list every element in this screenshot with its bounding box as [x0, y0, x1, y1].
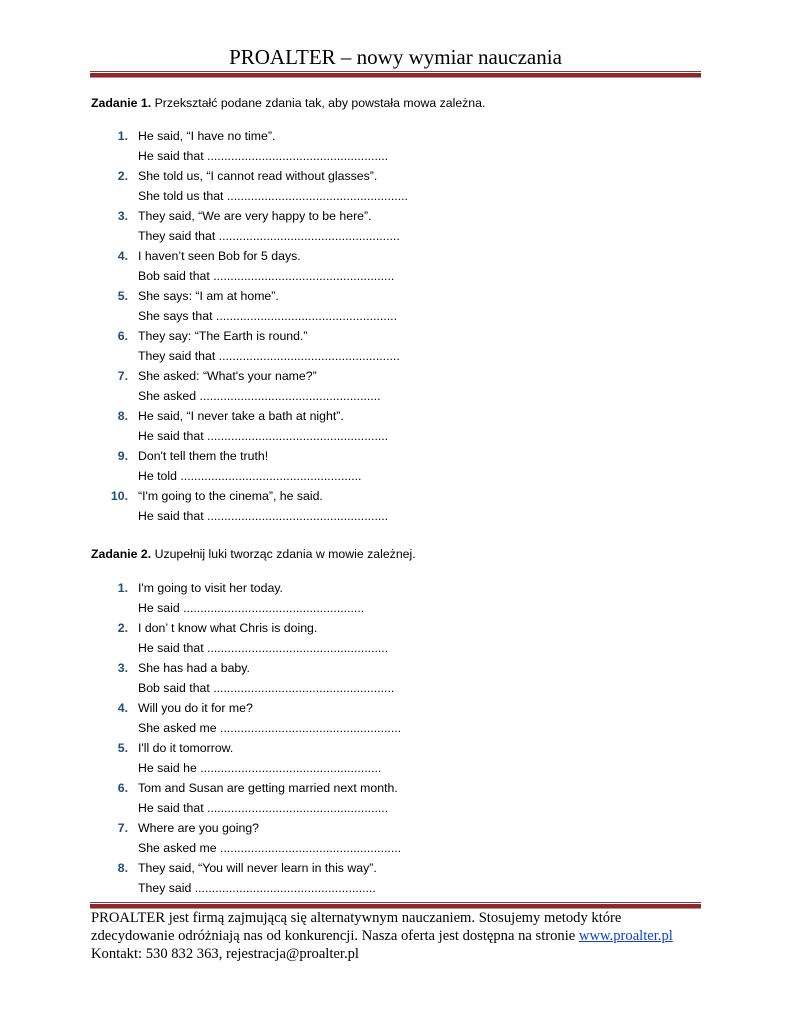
item-answer-line[interactable]: She asked ..................................................... [138, 389, 381, 403]
item-sentence: Don't tell them the truth! [138, 449, 269, 463]
item-number: 6. [117, 781, 128, 795]
item-answer-line[interactable]: She asked me ..................................................... [138, 721, 402, 735]
item-number: 3. [117, 209, 128, 223]
task2-label: Zadanie 2. [91, 547, 152, 561]
item-sentence: I don’ t know what Chris is doing. [138, 621, 318, 635]
list-item [0, 660, 791, 700]
item-answer-line[interactable]: He said that ..................................................... [138, 641, 389, 655]
list-item [0, 168, 791, 208]
item-answer-line[interactable]: He said that ..................................................... [138, 149, 389, 163]
item-answer-line[interactable]: She asked me ..................................................... [138, 841, 402, 855]
item-answer-line[interactable]: She says that ..................................................... [138, 309, 397, 323]
item-sentence: He said, “I have no time”. [138, 129, 276, 143]
item-answer-line[interactable]: He said ..................................................... [138, 601, 365, 615]
list-item [0, 860, 791, 900]
list-item [0, 248, 791, 288]
item-number: 5. [117, 289, 128, 303]
item-number: 1. [117, 129, 128, 143]
item-sentence: Will you do it for me? [138, 701, 253, 715]
footer-line-2-text: zdecydowanie odróżniają nas od konkurencji. Nasza oferta jest dostępna na stronie [91, 928, 576, 944]
item-number: 1. [117, 581, 128, 595]
list-item [0, 488, 791, 528]
item-sentence: She says: “I am at home”. [138, 289, 279, 303]
item-number: 3. [117, 661, 128, 675]
item-answer-line[interactable]: They said that ..................................................... [138, 229, 400, 243]
footer-line-2 [91, 927, 711, 945]
footer-contact: Kontakt: 530 832 363, rejestracja@proalter.pl [91, 946, 359, 962]
item-number: 7. [117, 369, 128, 383]
footer-line-1: PROALTER jest firmą zajmującą się alternatywnym nauczaniem. Stosujemy metody które [91, 910, 622, 926]
list-item [0, 128, 791, 168]
item-number: 5. [117, 741, 128, 755]
task1-label: Zadanie 1. [91, 96, 152, 110]
header-rule [90, 71, 701, 78]
list-item [0, 820, 791, 860]
item-sentence: “I'm going to the cinema”, he said. [138, 489, 323, 503]
item-sentence: He said, “I never take a bath at night”. [138, 409, 344, 423]
item-answer-line[interactable]: He said that ..................................................... [138, 801, 389, 815]
task2-instruction: Uzupełnij luki tworząc zdania w mowie zależnej. [154, 547, 416, 561]
task1-instruction: Przekształć podane zdania tak, aby powstała mowa zależna. [154, 96, 486, 110]
item-answer-line[interactable]: They said ..................................................... [138, 881, 376, 895]
item-answer-line[interactable]: He said that ..................................................... [138, 509, 389, 523]
item-sentence: I'm going to visit her today. [138, 581, 283, 595]
item-number: 8. [117, 409, 128, 423]
item-number: 8. [117, 861, 128, 875]
item-number: 10. [110, 489, 128, 503]
list-item [0, 328, 791, 368]
list-item [0, 580, 791, 620]
list-item [0, 288, 791, 328]
item-sentence: Where are you going? [138, 821, 259, 835]
list-item [0, 408, 791, 448]
item-sentence: They said, “You will never learn in this way”. [138, 861, 377, 875]
item-sentence: She has had a baby. [138, 661, 250, 675]
list-item [0, 448, 791, 488]
item-number: 6. [117, 329, 128, 343]
item-sentence: Tom and Susan are getting married next month. [138, 781, 398, 795]
task2-heading [91, 546, 416, 562]
item-answer-line[interactable]: He said he ..................................................... [138, 761, 382, 775]
item-answer-line[interactable]: He said that ..................................................... [138, 429, 389, 443]
item-sentence: I'll do it tomorrow. [138, 741, 234, 755]
item-number: 2. [117, 621, 128, 635]
item-number: 4. [117, 701, 128, 715]
page-title: PROALTER – nowy wymiar nauczania [229, 45, 562, 69]
task1-list [0, 128, 791, 528]
list-item [0, 700, 791, 740]
item-answer-line[interactable]: He told ..................................................... [138, 469, 362, 483]
website-link[interactable]: www.proalter.pl [578, 928, 673, 944]
item-number: 2. [117, 169, 128, 183]
item-sentence: She asked: “What's your name?” [138, 369, 317, 383]
list-item [0, 368, 791, 408]
item-sentence: She told us, “I cannot read without glasses”. [138, 169, 378, 183]
list-item [0, 208, 791, 248]
item-answer-line[interactable]: She told us that ..................................................... [138, 189, 408, 203]
list-item [0, 620, 791, 660]
item-answer-line[interactable]: Bob said that ..................................................... [138, 269, 395, 283]
task2-list [0, 580, 791, 900]
item-sentence: I haven’t seen Bob for 5 days. [138, 249, 301, 263]
list-item [0, 740, 791, 780]
footer-rule [90, 902, 701, 909]
list-item [0, 780, 791, 820]
item-sentence: They say: “The Earth is round.” [138, 329, 308, 343]
footer [91, 909, 711, 963]
item-answer-line[interactable]: They said that ..................................................... [138, 349, 400, 363]
task1-heading [91, 95, 485, 111]
item-answer-line[interactable]: Bob said that ..................................................... [138, 681, 395, 695]
item-number: 4. [117, 249, 128, 263]
item-number: 9. [117, 449, 128, 463]
item-number: 7. [117, 821, 128, 835]
item-sentence: They said, “We are very happy to be here”. [138, 209, 372, 223]
